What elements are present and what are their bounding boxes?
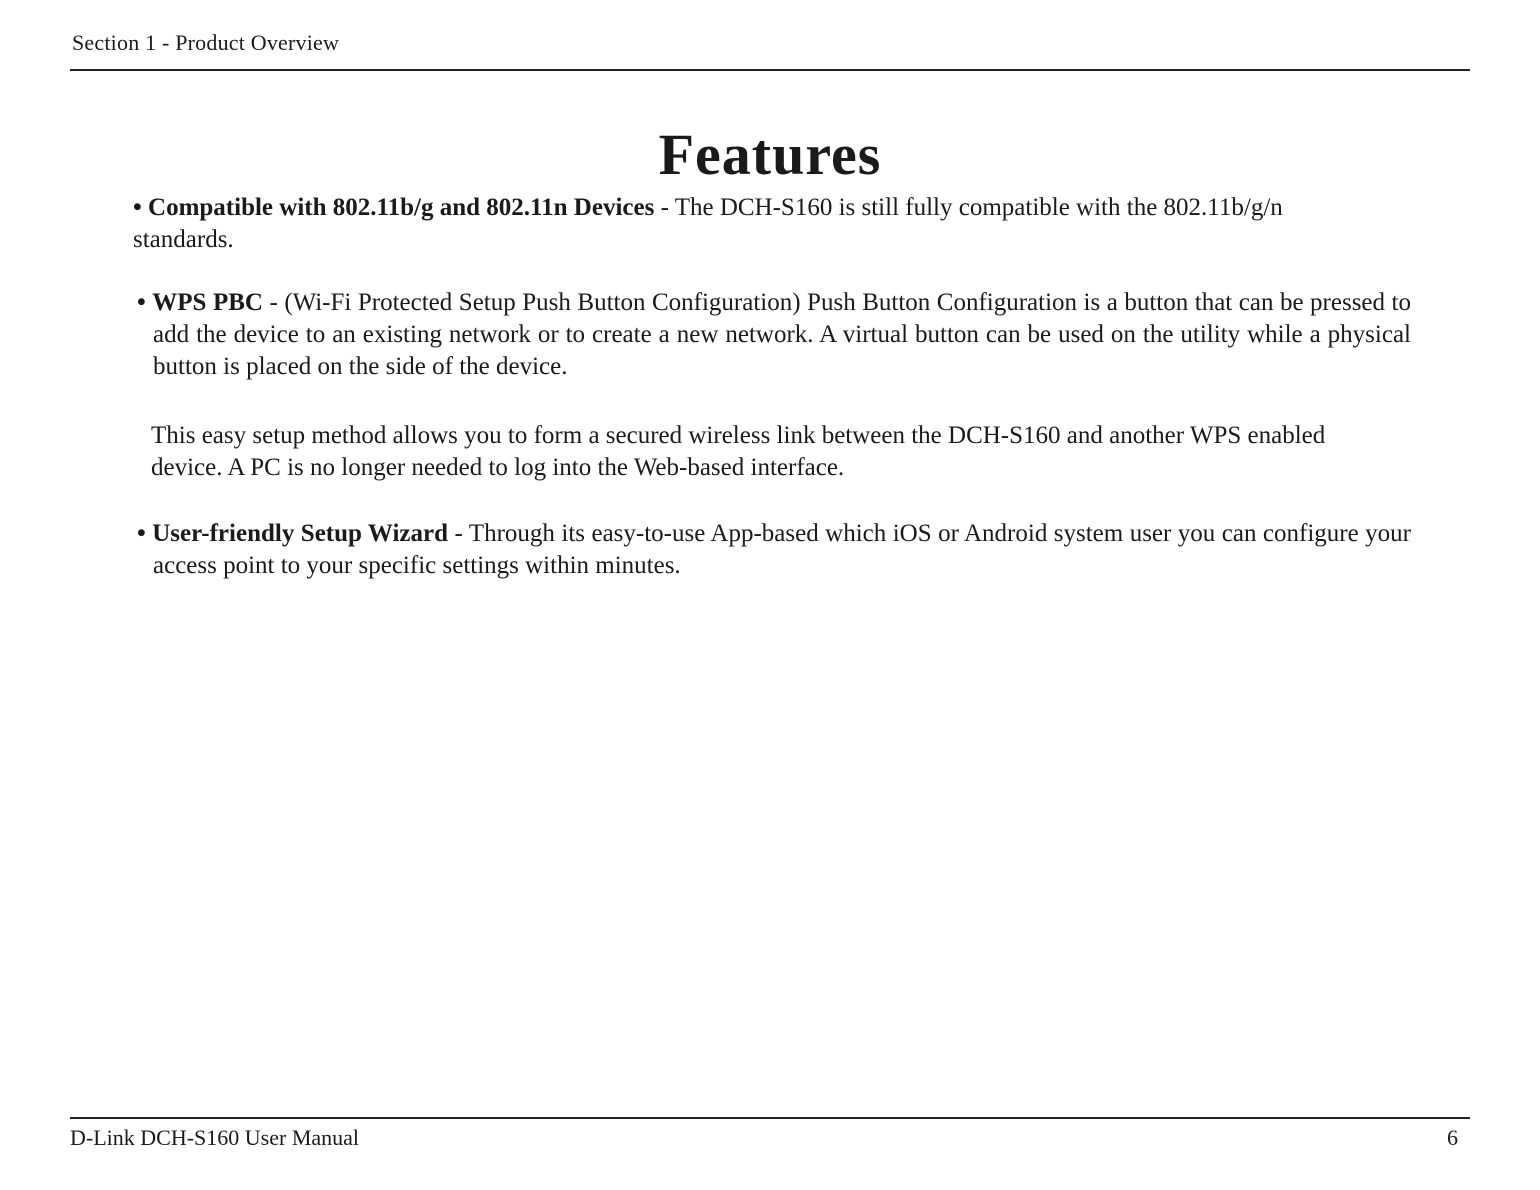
- feature-title: User-friendly Setup Wizard: [152, 520, 449, 547]
- feature-wps-description: [151, 420, 1391, 484]
- feature-body: - The DCH-S160 is still fully compatible with the 802.11b/g/n standards.: [133, 194, 1283, 253]
- page-title: Features: [658, 121, 882, 187]
- feature-bullet: •: [137, 520, 146, 547]
- feature-compatibility: [133, 192, 1373, 256]
- feature-title: Compatible with 802.11b/g and 802.11n Devices: [148, 194, 655, 221]
- feature-setup-wizard: [137, 518, 1411, 582]
- feature-body: - Through its easy-to-use App-based which iOS or Android system user you can configure your access point to your specific settings within minutes.: [153, 520, 1411, 579]
- section-header: Section 1 - Product Overview: [72, 30, 340, 55]
- header-divider: [70, 69, 1470, 71]
- feature-bullet: •: [137, 289, 146, 316]
- footer-manual-title: D-Link DCH-S160 User Manual: [70, 1125, 360, 1150]
- feature-body: - (Wi-Fi Protected Setup Push Button Configuration) Push Button Configuration is a button that can be pressed to add the device to an existing network or to create a new network. A virtual button can be used on the utility while a physical button is placed on the side of the device.: [153, 289, 1411, 380]
- footer-divider: [70, 1117, 1470, 1119]
- feature-body: This easy setup method allows you to form a secured wireless link between the DCH-S160 and another WPS enabled device. A PC is no longer needed to log into the Web-based interface.: [151, 422, 1326, 481]
- feature-title: WPS PBC: [152, 289, 263, 316]
- feature-wps-pbc: [137, 287, 1411, 383]
- feature-bullet: •: [133, 194, 142, 221]
- page-number: 6: [1447, 1125, 1458, 1150]
